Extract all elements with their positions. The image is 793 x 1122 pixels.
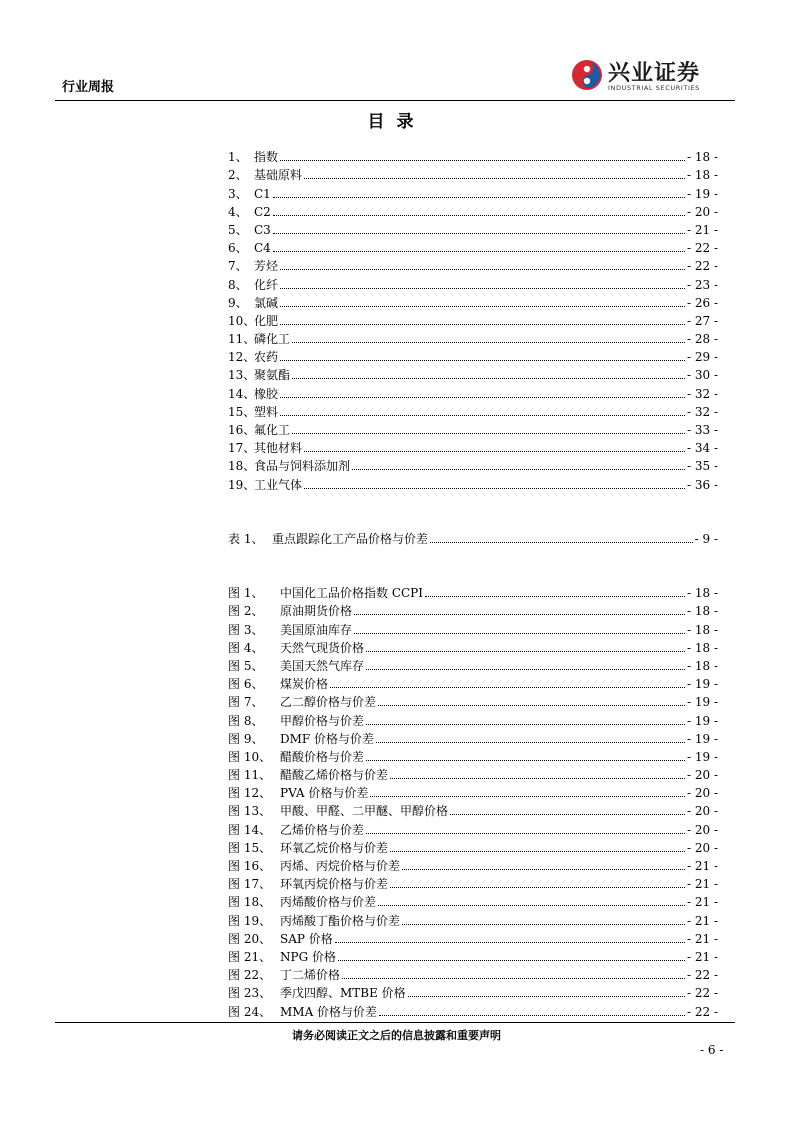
toc-entry-label: 醋酸乙烯价格与价差	[280, 768, 389, 783]
toc-figure-entry[interactable]	[228, 818, 718, 836]
toc-figure-entry[interactable]	[228, 964, 718, 982]
toc-leader-dots	[338, 960, 685, 961]
toc-entry-number: 图 21、	[228, 949, 272, 964]
toc-entry-number: 图 19、	[228, 913, 272, 928]
toc-section-entry[interactable]	[228, 473, 718, 491]
toc-leader-dots	[366, 760, 685, 761]
toc-entry-number: 图 4、	[228, 640, 264, 655]
toc-leader-dots	[292, 433, 685, 434]
toc-figure-entry[interactable]	[228, 582, 718, 600]
toc-leader-dots	[273, 197, 685, 198]
toc-leader-dots	[292, 342, 685, 343]
toc-entry-page: - 34 -	[686, 441, 718, 456]
toc-entry-label: 指数	[254, 150, 279, 165]
toc-entry-number: 10、	[228, 313, 256, 328]
toc-entry-page: - 22 -	[686, 968, 718, 983]
toc-entry-page: - 29 -	[686, 350, 718, 365]
toc-entry-page: - 32 -	[686, 404, 718, 419]
toc-entry-label: 丁二烯价格	[280, 968, 341, 983]
toc-entry-page: - 36 -	[686, 477, 718, 492]
toc-entry-page: - 22 -	[686, 241, 718, 256]
toc-entry-label: 丙烯酸丁酯价格与价差	[280, 913, 401, 928]
header-divider	[55, 100, 735, 101]
toc-section-entry[interactable]	[228, 273, 718, 291]
toc-figure-entry[interactable]	[228, 837, 718, 855]
toc-entry-page: - 21 -	[686, 222, 718, 237]
toc-figure-entry[interactable]	[228, 909, 718, 927]
toc-entry-number: 4、	[228, 204, 248, 219]
toc-entry-number: 图 17、	[228, 877, 272, 892]
toc-figure-entry[interactable]	[228, 764, 718, 782]
toc-entry-page: - 21 -	[686, 949, 718, 964]
toc-entry-page: - 19 -	[686, 731, 718, 746]
toc-entry-page: - 9 -	[694, 532, 718, 547]
toc-entry-number: 15、	[228, 404, 256, 419]
toc-entry-label: 丙烯酸价格与价差	[280, 895, 377, 910]
toc-section-entry[interactable]	[228, 328, 718, 346]
toc-leader-dots	[273, 215, 685, 216]
toc-entry-number: 8、	[228, 277, 248, 292]
toc-figure-entry[interactable]	[228, 873, 718, 891]
toc-figure-entry[interactable]	[228, 637, 718, 655]
toc-entry-number: 图 7、	[228, 695, 264, 710]
toc-entry-label: SAP 价格	[280, 931, 333, 946]
toc-leader-dots	[354, 633, 685, 634]
toc-entry-label: 甲醇价格与价差	[280, 713, 365, 728]
toc-figure-entry[interactable]	[228, 618, 718, 636]
toc-entry-page: - 33 -	[686, 423, 718, 437]
toc-leader-dots	[280, 160, 685, 161]
toc-leader-dots	[378, 905, 685, 906]
toc-entry-label: 食品与饲料添加剂	[254, 459, 351, 474]
toc-section-entry[interactable]	[228, 419, 718, 437]
toc-figure-entry[interactable]	[228, 673, 718, 691]
toc-entry-label: 原油期货价格	[280, 604, 353, 619]
toc-entry-page: - 20 -	[686, 204, 718, 219]
toc-table-entry[interactable]	[228, 528, 718, 546]
toc-entry-page: - 35 -	[686, 459, 718, 474]
toc-entry-page: - 20 -	[686, 840, 718, 855]
toc-entry-number: 18、	[228, 459, 256, 474]
toc-leader-dots	[352, 469, 685, 470]
toc-entry-number: 图 24、	[228, 1004, 272, 1019]
toc-entry-page: - 18 -	[686, 586, 718, 601]
toc-figure-entry[interactable]	[228, 1000, 718, 1018]
toc-entry-number: 11、	[228, 332, 256, 347]
toc-entry-page: - 19 -	[686, 713, 718, 728]
toc-entry-label: 中国化工品价格指数 CCPI	[280, 586, 423, 601]
toc-leader-dots	[376, 742, 685, 743]
toc-entry-page: - 20 -	[686, 786, 718, 801]
toc-entry-number: 16、	[228, 423, 256, 437]
toc-leader-dots	[304, 451, 685, 452]
toc-leader-dots	[402, 869, 685, 870]
toc-figure-entry[interactable]	[228, 782, 718, 800]
toc-entry-label: NPG 价格	[280, 949, 336, 964]
brand-logo-icon	[570, 58, 604, 92]
toc-entry-page: - 18 -	[686, 622, 718, 637]
toc-section-entry[interactable]	[228, 364, 718, 382]
toc-section-entry[interactable]	[228, 146, 718, 164]
toc-sections	[228, 146, 718, 492]
toc-entry-label: 重点跟踪化工产品价格与价差	[272, 532, 429, 547]
toc-entry-number: 图 11、	[228, 768, 272, 783]
toc-entry-number: 19、	[228, 477, 256, 492]
toc-entry-label: 农药	[254, 350, 279, 365]
toc-entry-label: 氟化工	[254, 423, 291, 437]
toc-entry-number: 图 8、	[228, 713, 264, 728]
toc-entry-number: 图 1、	[228, 586, 264, 601]
toc-section-entry[interactable]	[228, 255, 718, 273]
toc-entry-number: 图 13、	[228, 804, 272, 819]
toc-tables	[228, 528, 718, 546]
toc-leader-dots	[366, 833, 685, 834]
toc-leader-dots	[335, 942, 685, 943]
toc-entry-page: - 20 -	[686, 804, 718, 819]
toc-entry-page: - 21 -	[686, 913, 718, 928]
toc-section-entry[interactable]	[228, 455, 718, 473]
toc-entry-page: - 26 -	[686, 295, 718, 310]
toc-leader-dots	[280, 360, 685, 361]
toc-leader-dots	[370, 796, 685, 797]
toc-section-entry[interactable]	[228, 401, 718, 419]
toc-leader-dots	[408, 996, 685, 997]
toc-entry-page: - 18 -	[686, 604, 718, 619]
toc-figure-entry[interactable]	[228, 855, 718, 873]
toc-entry-number: 7、	[228, 259, 248, 274]
toc-entry-label: 环氧丙烷价格与价差	[280, 877, 389, 892]
toc-entry-label: DMF 价格与价差	[280, 731, 375, 746]
page-number: - 6 -	[700, 1043, 724, 1057]
toc-leader-dots	[366, 651, 685, 652]
toc-leader-dots	[342, 978, 685, 979]
toc-leader-dots	[430, 542, 693, 543]
toc-entry-number: 图 23、	[228, 986, 272, 1001]
toc-entry-page: - 18 -	[686, 168, 718, 183]
toc-entry-number: 14、	[228, 386, 256, 401]
toc-entry-number: 图 15、	[228, 840, 272, 855]
toc-entry-page: - 19 -	[686, 186, 718, 201]
toc-entry-label: 甲酸、甲醛、二甲醚、甲醇价格	[280, 804, 449, 819]
toc-figure-entry[interactable]	[228, 728, 718, 746]
toc-entry-page: - 32 -	[686, 386, 718, 401]
toc-leader-dots	[390, 887, 685, 888]
toc-leader-dots	[292, 378, 685, 379]
toc-entry-number: 13、	[228, 368, 256, 383]
toc-leader-dots	[366, 724, 685, 725]
toc-entry-number: 5、	[228, 222, 248, 237]
toc-entry-label: 化肥	[254, 313, 279, 328]
toc-entry-label: 工业气体	[254, 477, 303, 492]
toc-section-entry[interactable]	[228, 437, 718, 455]
toc-entry-label: 美国天然气库存	[280, 658, 365, 673]
toc-section-entry[interactable]	[228, 346, 718, 364]
footer-divider	[55, 1022, 735, 1023]
report-type-label: 行业周报	[62, 80, 115, 95]
toc-entry-number: 9、	[228, 295, 248, 310]
toc-entry-label: PVA 价格与价差	[280, 786, 369, 801]
toc-entry-label: 橡胶	[254, 386, 279, 401]
footer-disclaimer: 请务必阅读正文之后的信息披露和重要声明	[292, 1029, 501, 1042]
toc-entry-number: 图 14、	[228, 822, 272, 837]
toc-leader-dots	[280, 324, 685, 325]
toc-entry-page: - 19 -	[686, 749, 718, 764]
toc-entry-page: - 18 -	[686, 658, 718, 673]
toc-entry-label: 环氧乙烷价格与价差	[280, 840, 389, 855]
toc-entry-number: 图 5、	[228, 658, 264, 673]
toc-entry-page: - 22 -	[686, 1004, 718, 1019]
page-title: 目录	[367, 112, 426, 132]
toc-entry-number: 2、	[228, 168, 248, 183]
toc-entry-label: 化纤	[254, 277, 279, 292]
toc-entry-label: 聚氨酯	[254, 368, 291, 383]
toc-leader-dots	[280, 415, 685, 416]
toc-entry-page: - 21 -	[686, 877, 718, 892]
toc-entry-number: 图 6、	[228, 677, 264, 692]
toc-entry-number: 12、	[228, 350, 256, 365]
brand-name-en: INDUSTRIAL SECURITIES	[608, 84, 700, 92]
toc-entry-label: C1	[254, 186, 271, 201]
toc-leader-dots	[450, 814, 685, 815]
toc-entry-number: 图 3、	[228, 622, 264, 637]
toc-leader-dots	[425, 596, 685, 597]
toc-leader-dots	[304, 178, 685, 179]
toc-entry-number: 图 10、	[228, 749, 272, 764]
toc-entry-label: C3	[254, 222, 271, 237]
toc-figures	[228, 582, 718, 1019]
toc-entry-page: - 27 -	[686, 313, 718, 328]
toc-leader-dots	[378, 705, 685, 706]
toc-entry-number: 图 18、	[228, 895, 272, 910]
toc-leader-dots	[330, 687, 685, 688]
toc-figure-entry[interactable]	[228, 691, 718, 709]
toc-section-entry[interactable]	[228, 382, 718, 400]
toc-figure-entry[interactable]	[228, 600, 718, 618]
toc-leader-dots	[354, 614, 685, 615]
toc-entry-page: - 19 -	[686, 677, 718, 692]
toc-entry-label: 氯碱	[254, 295, 279, 310]
toc-entry-page: - 30 -	[686, 368, 718, 383]
toc-section-entry[interactable]	[228, 164, 718, 182]
toc-entry-page: - 19 -	[686, 695, 718, 710]
toc-entry-page: - 20 -	[686, 822, 718, 837]
toc-leader-dots	[402, 924, 685, 925]
toc-entry-page: - 21 -	[686, 859, 718, 873]
toc-figure-entry[interactable]	[228, 891, 718, 909]
toc-entry-label: 芳烃	[254, 259, 279, 274]
toc-entry-number: 图 22、	[228, 968, 272, 983]
toc-leader-dots	[366, 669, 685, 670]
toc-entry-label: 磷化工	[254, 332, 291, 347]
toc-entry-label: 醋酸价格与价差	[280, 749, 365, 764]
brand-logo	[570, 56, 735, 96]
toc-entry-number: 表 1、	[228, 532, 264, 547]
toc-entry-page: - 20 -	[686, 768, 718, 783]
toc-figure-entry[interactable]	[228, 982, 718, 1000]
toc-leader-dots	[280, 288, 685, 289]
toc-entry-label: 塑料	[254, 404, 279, 419]
toc-leader-dots	[273, 233, 685, 234]
toc-entry-number: 6、	[228, 241, 248, 256]
toc-section-entry[interactable]	[228, 219, 718, 237]
toc-figure-entry[interactable]	[228, 928, 718, 946]
toc-leader-dots	[379, 1015, 685, 1016]
toc-entry-page: - 22 -	[686, 986, 718, 1001]
toc-entry-label: 乙烯价格与价差	[280, 822, 365, 837]
toc-figure-entry[interactable]	[228, 709, 718, 727]
toc-entry-label: 丙烯、丙烷价格与价差	[280, 859, 401, 873]
toc-entry-number: 17、	[228, 441, 256, 456]
toc-entry-label: C4	[254, 241, 271, 256]
toc-leader-dots	[390, 851, 685, 852]
toc-leader-dots	[280, 397, 685, 398]
toc-entry-page: - 23 -	[686, 277, 718, 292]
toc-entry-label: 乙二醇价格与价差	[280, 695, 377, 710]
toc-figure-entry[interactable]	[228, 800, 718, 818]
toc-entry-label: 美国原油库存	[280, 622, 353, 637]
toc-leader-dots	[390, 778, 685, 779]
toc-entry-label: C2	[254, 204, 271, 219]
toc-entry-label: 天然气现货价格	[280, 640, 365, 655]
brand-name-cn: 兴业证券	[608, 61, 701, 86]
toc-leader-dots	[304, 488, 685, 489]
toc-entry-label: 基础原料	[254, 168, 303, 183]
toc-entry-number: 3、	[228, 186, 248, 201]
toc-leader-dots	[273, 251, 685, 252]
toc-entry-number: 图 2、	[228, 604, 264, 619]
toc-section-entry[interactable]	[228, 237, 718, 255]
toc-entry-number: 1、	[228, 150, 248, 165]
toc-leader-dots	[280, 306, 685, 307]
toc-entry-page: - 28 -	[686, 332, 718, 347]
toc-entry-number: 图 16、	[228, 859, 272, 873]
toc-entry-page: - 21 -	[686, 895, 718, 910]
toc-figure-entry[interactable]	[228, 655, 718, 673]
toc-entry-number: 图 9、	[228, 731, 264, 746]
toc-entry-number: 图 12、	[228, 786, 272, 801]
toc-leader-dots	[280, 269, 685, 270]
toc-entry-label: 季戊四醇、MTBE 价格	[280, 986, 406, 1001]
toc-section-entry[interactable]	[228, 182, 718, 200]
toc-entry-page: - 22 -	[686, 259, 718, 274]
toc-entry-label: MMA 价格与价差	[280, 1004, 378, 1019]
toc-entry-label: 煤炭价格	[280, 677, 329, 692]
toc-section-entry[interactable]	[228, 292, 718, 310]
toc-entry-number: 图 20、	[228, 931, 272, 946]
toc-section-entry[interactable]	[228, 201, 718, 219]
toc-figure-entry[interactable]	[228, 746, 718, 764]
toc-figure-entry[interactable]	[228, 946, 718, 964]
toc-entry-label: 其他材料	[254, 441, 303, 456]
toc-entry-page: - 18 -	[686, 150, 718, 165]
toc-section-entry[interactable]	[228, 310, 718, 328]
toc-entry-page: - 18 -	[686, 640, 718, 655]
toc-entry-page: - 21 -	[686, 931, 718, 946]
